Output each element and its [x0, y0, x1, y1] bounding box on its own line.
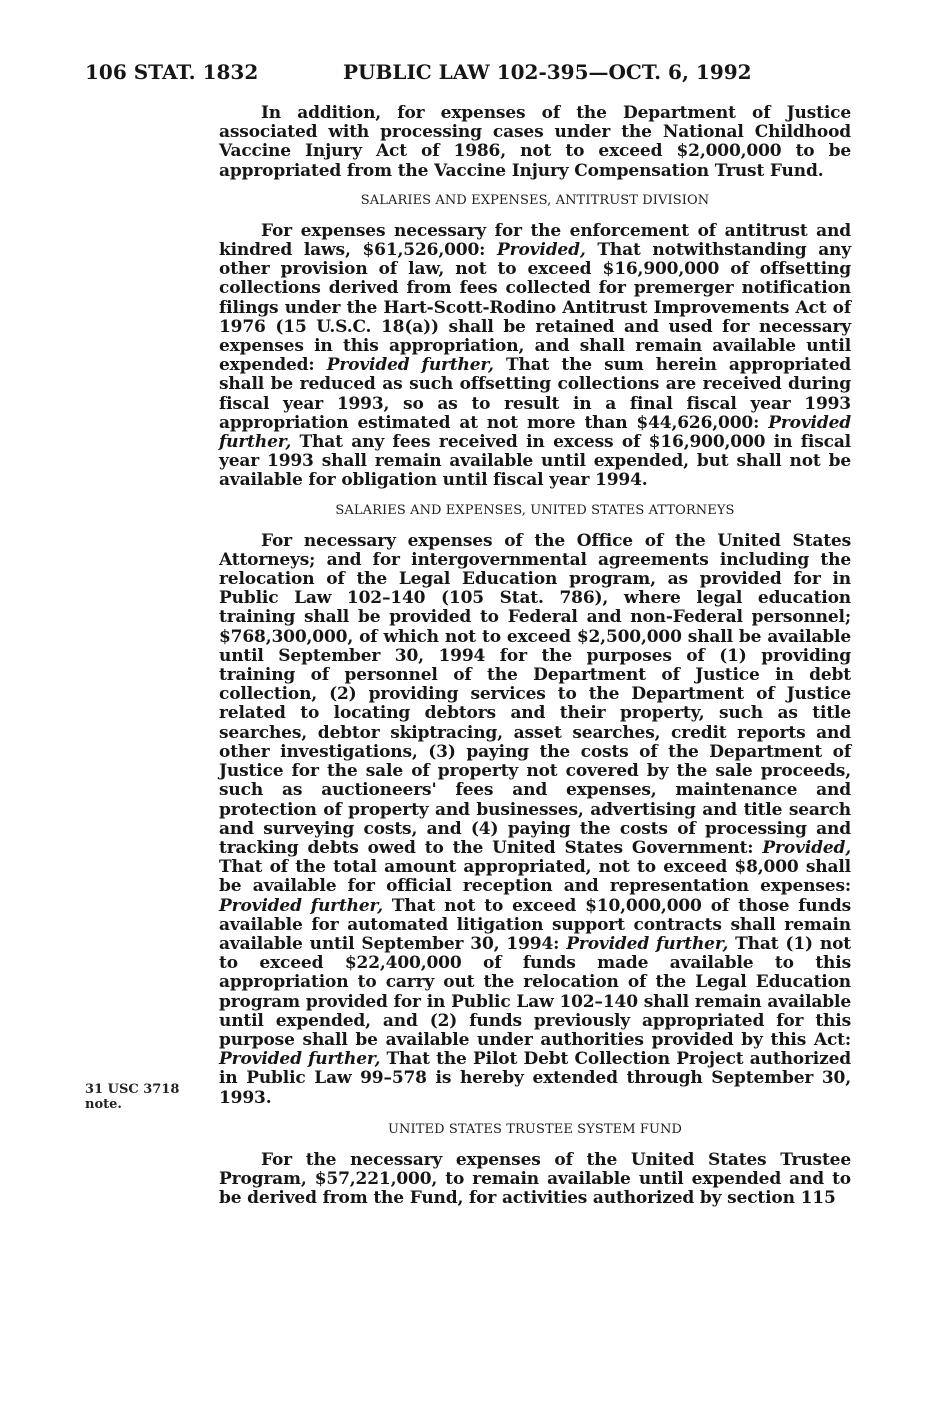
attorneys-paragraph	[219, 532, 851, 1108]
text-run: That any fees received in excess of $16,900,000 in fiscal year 1993 shall remain available until expended, but shall not be available for obligation until fiscal year 1994.	[219, 432, 851, 491]
text-run: That of the total amount appropriated, not to exceed $8,000 shall be available for official reception and representation expenses:	[219, 857, 851, 897]
margin-note-citation: 31 USC 3718	[85, 1082, 180, 1097]
stat-reference: 106 STAT. 1832	[85, 60, 259, 84]
text-run: That not to exceed $10,000,000 of those funds available for automated litigation support contracts shall remain available until September 30, 1994:	[219, 895, 852, 954]
running-header	[0, 60, 947, 92]
antitrust-section-title: SALARIES AND EXPENSES, ANTITRUST DIVISION	[360, 192, 710, 208]
intro-paragraph: In addition, for expenses of the Department of Justice associated with processing cases under the National Childhood Vaccine Injury Act of 1986, not to exceed $2,000,000 to be appropriated from the Vaccine Injury Compensation Trust Fund.	[219, 103, 851, 181]
proviso: Provided further,	[219, 895, 383, 916]
text-run: That (1) not to exceed $22,400,000 of funds made available to this appropriation to carry out the relocation of the Legal Education program provided for in Public Law 102–140 shall remain available until expended, and (2) funds previously appropriated for this purpose shall be available under authorities provided by this Act:	[219, 933, 851, 1050]
trustee-section-title: UNITED STATES TRUSTEE SYSTEM FUND	[387, 1121, 683, 1137]
trustee-paragraph: For the necessary expenses of the United States Trustee Program, $57,221,000, to remain available until expended and to be derived from the Fund, for activities authorized by section 115	[219, 1149, 851, 1209]
text-run: That the Pilot Debt Collection Project authorized in Public Law 99–578 is hereby extended through September 30, 1993.	[219, 1049, 851, 1108]
antitrust-paragraph	[219, 222, 851, 491]
proviso: Provided further,	[326, 355, 494, 376]
attorneys-section-title: SALARIES AND EXPENSES, UNITED STATES ATTORNEYS	[335, 502, 735, 518]
body-text	[219, 104, 851, 1208]
margin-note-label: note.	[85, 1097, 122, 1112]
proviso: Provided further,	[219, 1049, 381, 1070]
law-reference: PUBLIC LAW 102-395—OCT. 6, 1992	[343, 60, 752, 84]
text-run: That the sum herein appropriated shall be reduced as such offsetting collections are received during fiscal year 1993, so as to result in a final fiscal year 1993 appropriation estimated at not more than $44,626,000:	[219, 355, 851, 433]
proviso: Provided further,	[566, 933, 729, 954]
proviso: Provided,	[497, 240, 586, 261]
text-run: For expenses necessary for the enforcement of antitrust and kindred laws, $61,526,000:	[219, 220, 851, 261]
proviso: Provided,	[762, 837, 851, 858]
text-run: That notwithstanding any other provision of law, not to exceed $16,900,000 of offsetting collections derived from fees collected for premerger notification filings under the Hart-Scott-Rodino Antitrust Improvements Act of 1976 (15 U.S.C. 18(a)) shall be retained and used for necessary expenses in this appropriation, and shall remain available until expended:	[219, 240, 851, 376]
margin-note	[85, 1082, 195, 1112]
proviso: Provided further,	[219, 412, 851, 453]
text-run: For necessary expenses of the Office of the United States Attorneys; and for intergovernmental agreements including the relocation of the Legal Education program, as provided for in Public Law 102–140 (105 Stat. 786), where legal education training shall be provided to Federal and non-Federal personnel; $768,300,000, of which not to exceed $2,500,000 shall be available until September 30, 1994 for the purposes of (1) providing training of personnel of the Department of Justice in debt collection, (2) providing services to the Department of Justice related to locating debtors and their property, such as title searches, debtor skiptracing, asset searches, credit reports and other investigations, (3) paying the costs of the Department of Justice for the sale of property not covered by the sale proceeds, such as auctioneers' fees and expenses, maintenance and protection of property and businesses, advertising and title search and surveying costs, and (4) paying the costs of processing and tracking debts owed to the United States Government:	[219, 530, 851, 858]
